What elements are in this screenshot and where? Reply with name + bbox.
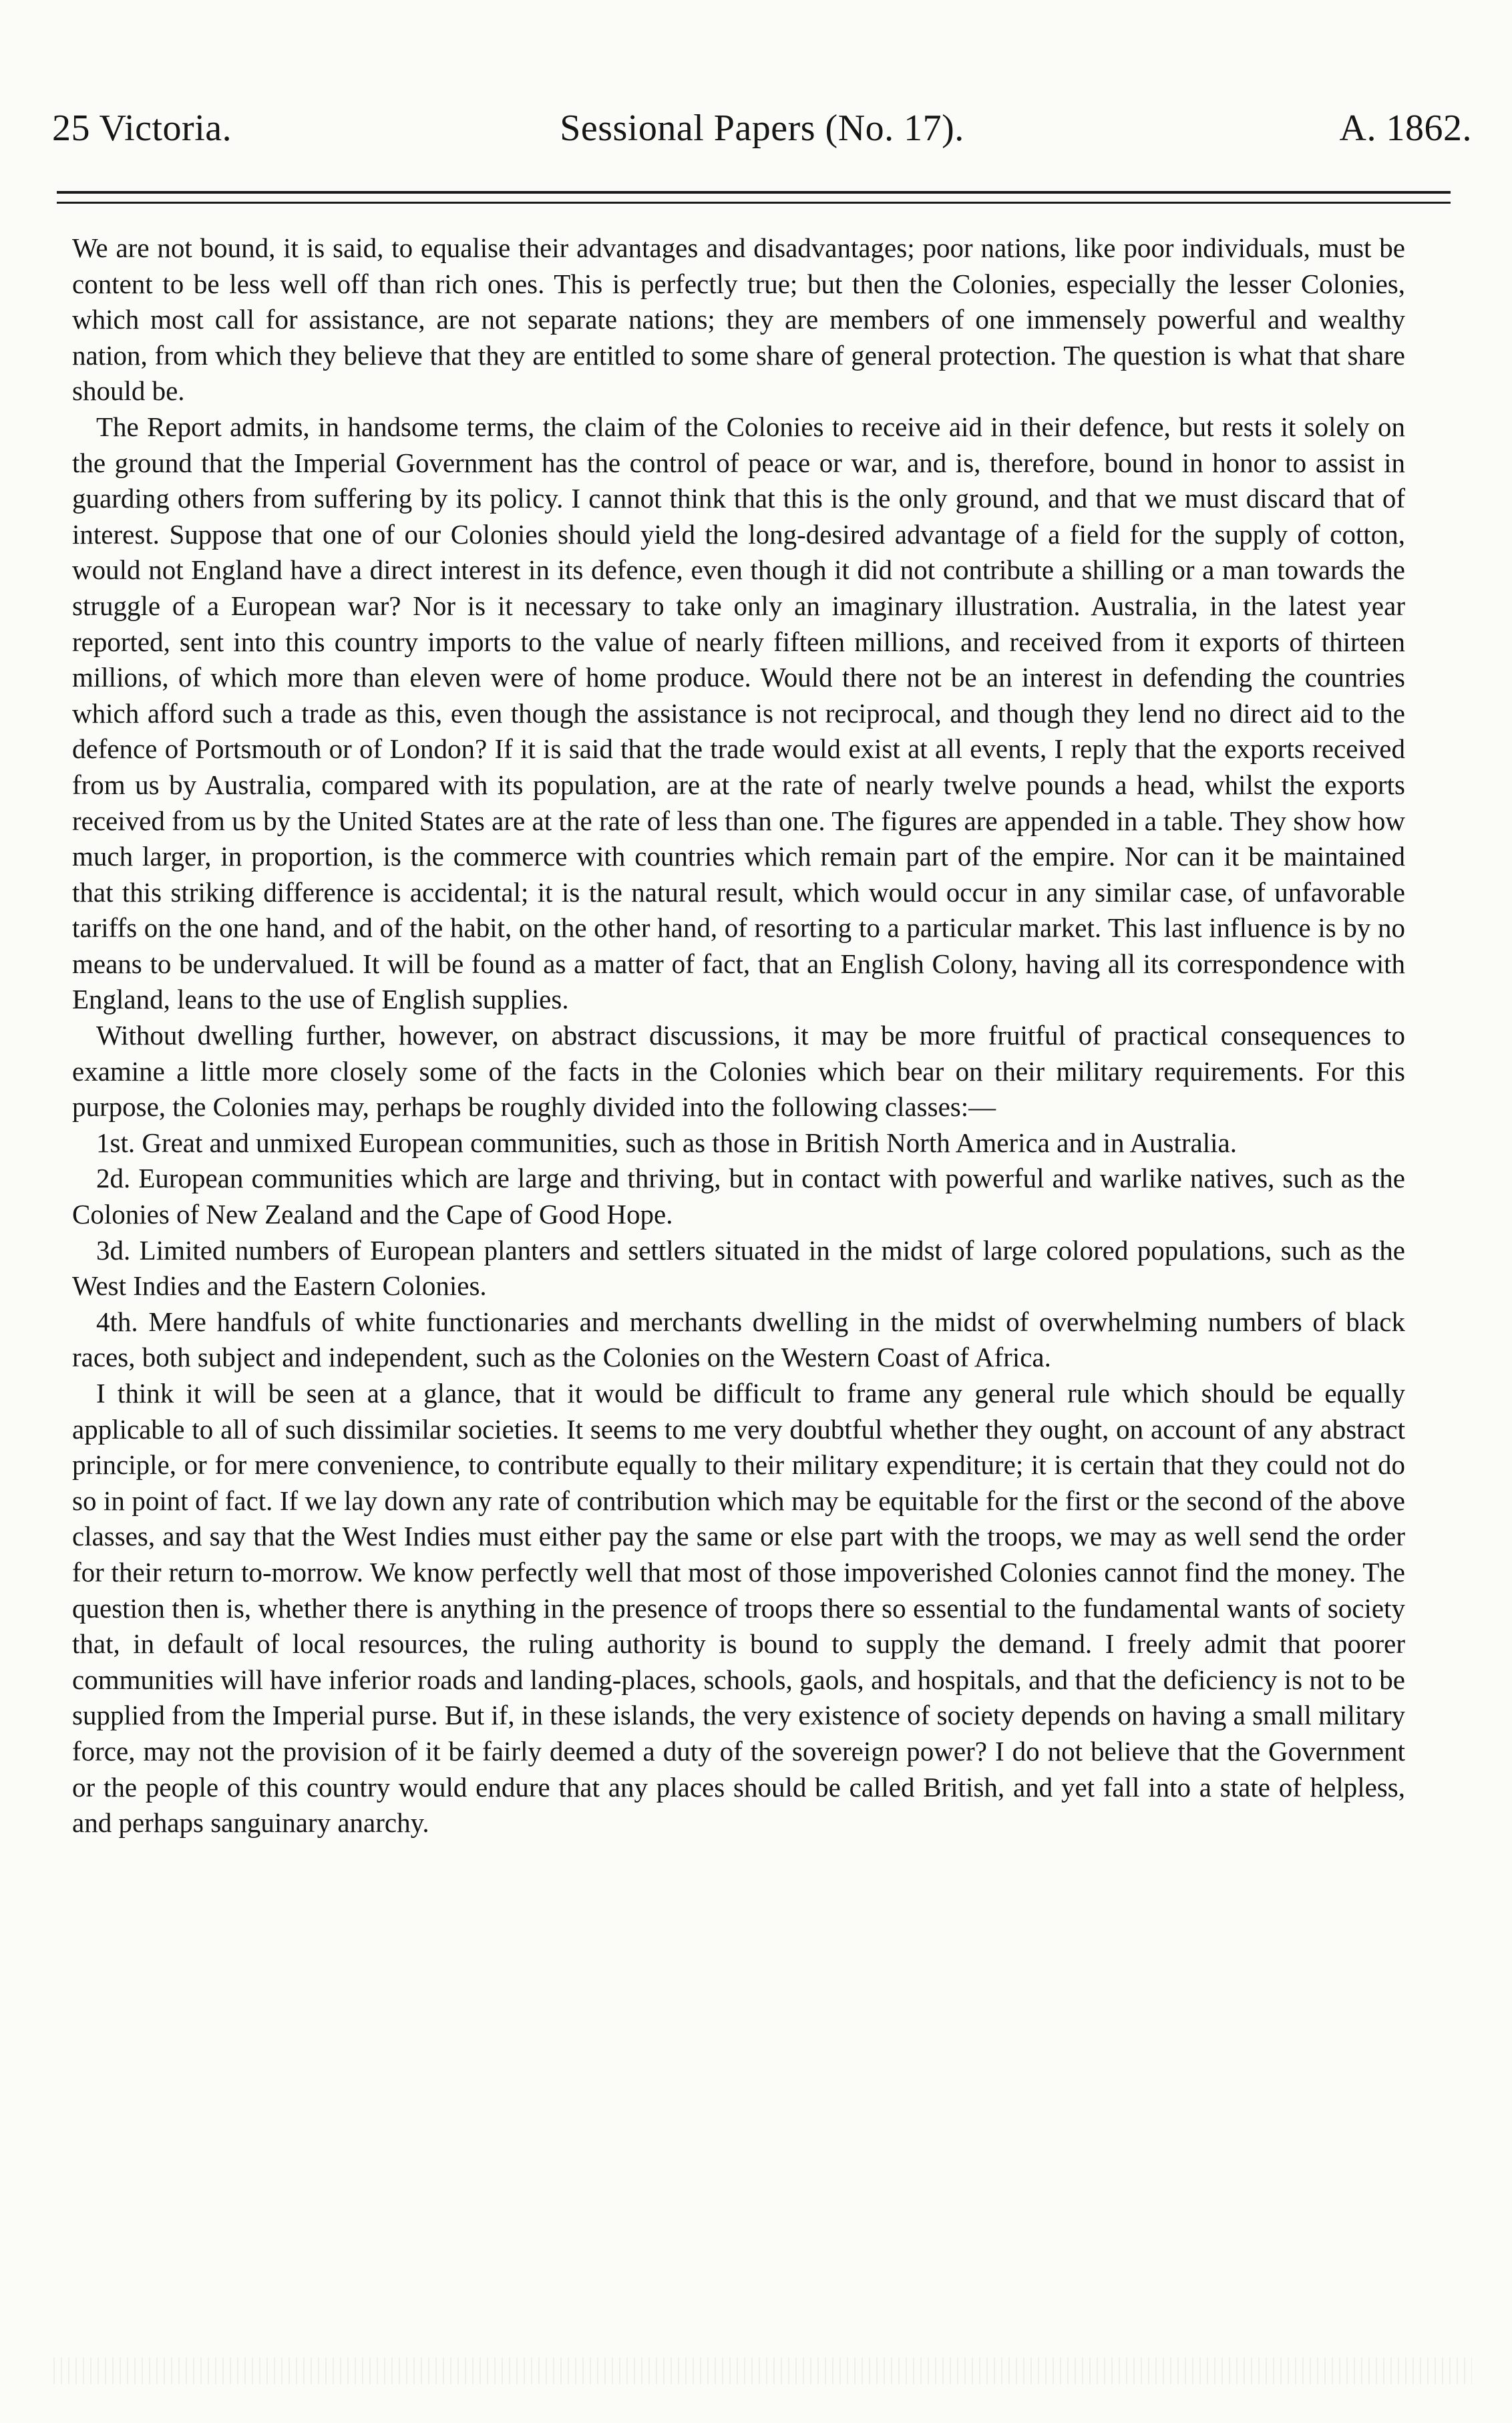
paragraph: We are not bound, it is said, to equalise their advantages and disadvantages; poor nations, like poor individuals, must be content to be less well off than rich ones. This is perfectly true; but then the Colonies, especially the lesser Colonies, which most call for assistance, are not separate nations; they are members of one immensely powerful and wealthy nation, from which they believe that they are entitled to some share of general protection. The question is what that share should be.: [72, 232, 1405, 407]
body-text: [72, 230, 1405, 1841]
header-session: 25 Victoria.: [52, 108, 232, 149]
header-rule-bottom: [57, 202, 1451, 204]
paragraph: 1st. Great and unmixed European communities, such as those in British North America and in Australia.: [96, 1127, 1237, 1158]
paragraph: Without dwelling further, however, on abstract discussions, it may be more fruitful of practical consequences to examine a little more closely some of the facts in the Colonies which bear on their military requirements. For this purpose, the Colonies may, perhaps be roughly divided into the following classes:—: [72, 1020, 1405, 1123]
paragraph: 4th. Mere handfuls of white functionaries and merchants dwelling in the midst of overwhelming numbers of black races, both subject and independent, such as the Colonies on the Western Coast of Africa.: [72, 1306, 1405, 1373]
paragraph: The Report admits, in handsome terms, the claim of the Colonies to receive aid in their defence, but rests it solely on the ground that the Imperial Government has the control of peace or war, and is, therefore, bound in honor to assist in guarding others from suffering by its policy. I cannot think that this is the only ground, and that we must discard that of interest. Suppose that one of our Colonies should yield the long-desired advantage of a field for the supply of cotton, would not England have a direct interest in its defence, even though it did not contribute a shilling or a man towards the struggle of a European war? Nor is it necessary to take only an imaginary illustration. Australia, in the latest year reported, sent into this country imports to the value of nearly fifteen millions, and received from it exports of thirteen millions, of which more than eleven were of home produce. Would there not be an interest in defending the countries which afford such a trade as this, even though the assistance is not reciprocal, and though they lend no direct aid to the defence of Portsmouth or of London? If it is said that the trade would exist at all events, I reply that the exports received from us by Australia, compared with its population, are at the rate of nearly twelve pounds a head, whilst the exports received from us by the United States are at the rate of less than one. The figures are appended in a table. They show how much larger, in proportion, is the commerce with countries which remain part of the empire. Nor can it be maintained that this striking difference is accidental; it is the natural result, which would occur in any similar case, of unfavorable tariffs on the one hand, and of the habit, on the other hand, of resorting to a particular market. This last influence is by no means to be undervalued. It will be found as a matter of fact, that an English Colony, having all its correspondence with England, leans to the use of English supplies.: [72, 411, 1405, 1015]
scan-noise: [53, 2358, 1472, 2384]
paragraph: 3d. Limited numbers of European planters and settlers situated in the midst of large colored populations, such as the West Indies and the Eastern Colonies.: [72, 1234, 1405, 1302]
header-title: Sessional Papers (No. 17).: [560, 108, 964, 149]
paragraph: I think it will be seen at a glance, that it would be difficult to frame any general rule which should be equally applicable to all of such dissimilar societies. It seems to me very doubtful whether they ought, on account of any abstract principle, or for mere convenience, to contribute equally to their military expenditure; it is certain that they could not do so in point of fact. If we lay down any rate of contribution which may be equitable for the first or the second of the above classes, and say that the West Indies must either pay the same or else part with the troops, we may as well send the order for their return to-morrow. We know perfectly well that most of those impoverished Colonies cannot find the money. The question then is, whether there is anything in the presence of troops there so essential to the fundamental wants of society that, in default of local resources, the ruling authority is bound to supply the demand. I freely admit that poorer communities will have inferior roads and landing-places, schools, gaols, and hospitals, and that the deficiency is not to be supplied from the Imperial purse. But if, in these islands, the very existence of society depends on having a small military force, may not the provision of it be fairly deemed a duty of the sovereign power? I do not believe that the Government or the people of this country would endure that any places should be called British, and yet fall into a state of helpless, and perhaps sanguinary anarchy.: [72, 1378, 1405, 1839]
header-year: A. 1862.: [1339, 108, 1472, 149]
paragraph: 2d. European communities which are large and thriving, but in contact with powerful and warlike natives, such as the Colonies of New Zealand and the Cape of Good Hope.: [72, 1163, 1405, 1230]
header-rule-top: [57, 191, 1451, 194]
page-header: [52, 107, 1472, 160]
